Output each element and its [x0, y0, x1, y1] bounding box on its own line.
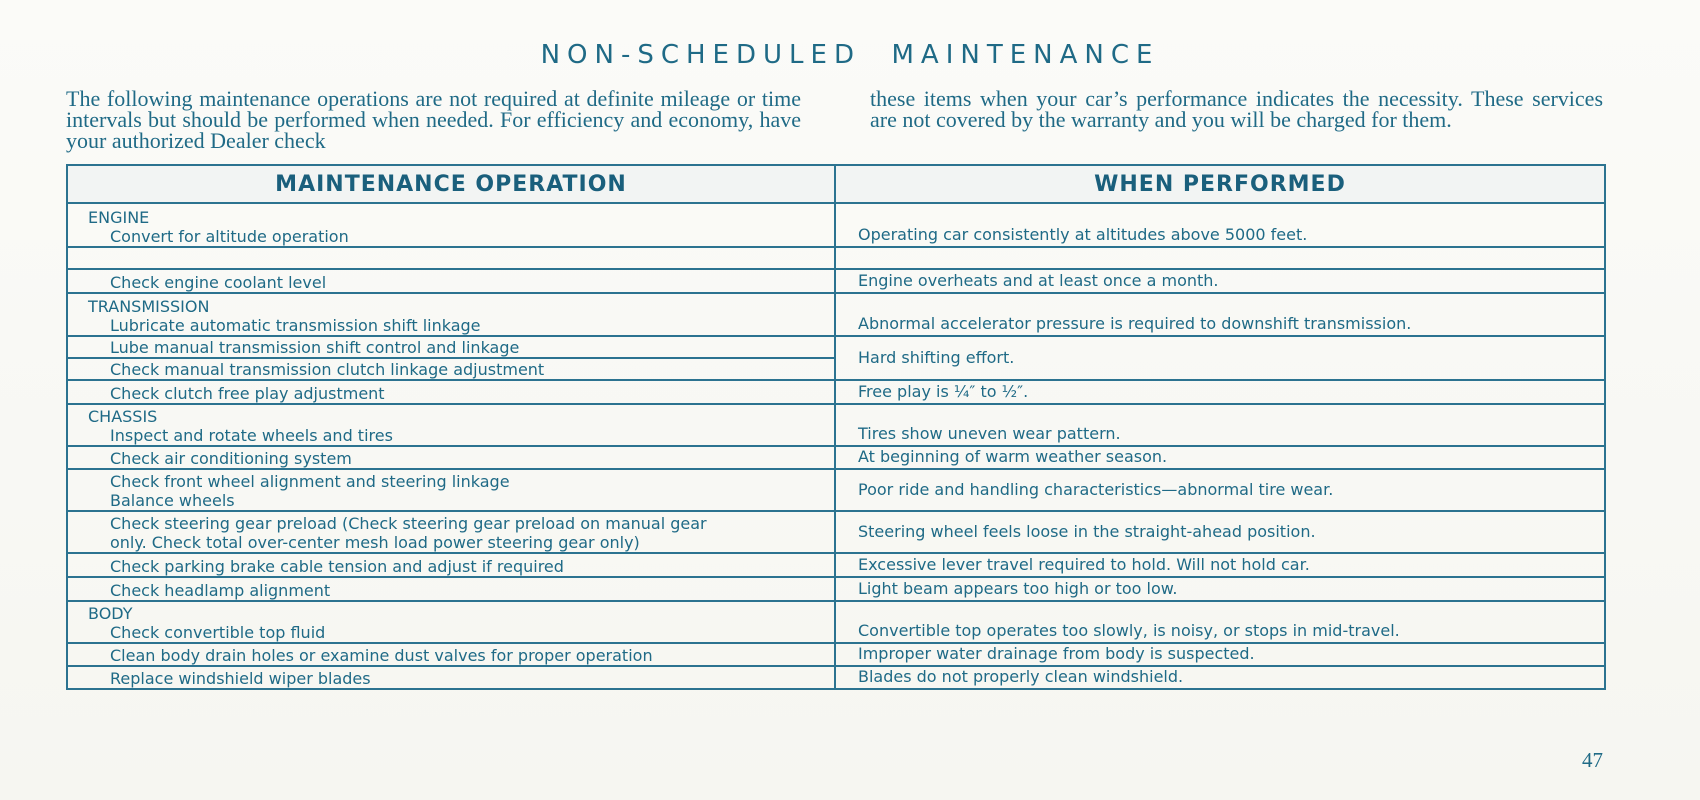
when-cell: Excessive lever travel required to hold. Will not hold car. — [835, 553, 1605, 577]
operation-text: Check front wheel alignment and steering linkage — [110, 472, 510, 491]
operation-text: Check convertible top fluid — [110, 623, 326, 642]
when-cell: Poor ride and handling characteristics—abnormal tire wear. — [835, 469, 1605, 511]
when-cell: Free play is ¼″ to ½″. — [835, 380, 1605, 404]
table-row — [67, 446, 1605, 469]
table-row — [67, 380, 1605, 404]
operation-cell — [67, 643, 835, 666]
operation-text: only. Check total over-center mesh load power steering gear only) — [110, 533, 640, 552]
table-row — [67, 293, 1605, 336]
when-cell: Light beam appears too high or too low. — [835, 577, 1605, 601]
operation-cell — [67, 553, 835, 577]
operation-text: Lubricate automatic transmission shift linkage — [110, 316, 481, 335]
table-row — [67, 336, 1605, 358]
when-cell: Engine overheats and at least once a month. — [835, 269, 1605, 293]
operation-text: Check manual transmission clutch linkage adjustment — [110, 360, 545, 379]
when-cell: Abnormal accelerator pressure is required to downshift transmission. — [835, 293, 1605, 336]
operation-text: Check steering gear preload (Check steering gear preload on manual gear — [110, 514, 707, 533]
operation-text: Inspect and rotate wheels and tires — [110, 426, 393, 445]
page-number: 47 — [1582, 748, 1603, 772]
table-header-row — [67, 165, 1605, 203]
table-row — [67, 577, 1605, 601]
operation-text: Replace windshield wiper blades — [110, 669, 371, 688]
table-row — [67, 469, 1605, 511]
operation-cell — [67, 601, 835, 643]
table-row — [67, 601, 1605, 643]
when-cell: Improper water drainage from body is suspected. — [835, 643, 1605, 666]
table-row — [67, 404, 1605, 446]
table-row — [67, 553, 1605, 577]
category-label: BODY — [88, 604, 133, 623]
when-cell — [835, 247, 1605, 269]
operation-cell — [67, 666, 835, 689]
header-when-performed: WHEN PERFORMED — [835, 165, 1605, 203]
when-cell: Blades do not properly clean windshield. — [835, 666, 1605, 689]
operation-cell — [67, 404, 835, 446]
operation-cell — [67, 446, 835, 469]
operation-cell — [67, 511, 835, 553]
when-cell: At beginning of warm weather season. — [835, 446, 1605, 469]
table-row — [67, 666, 1605, 689]
when-cell: Operating car consistently at altitudes above 5000 feet. — [835, 203, 1605, 247]
operation-text: Balance wheels — [110, 491, 235, 510]
operation-cell — [67, 247, 835, 269]
operation-cell — [67, 469, 835, 511]
when-cell: Hard shifting effort. — [835, 336, 1605, 380]
operation-cell — [67, 358, 835, 380]
intro-paragraph-left: The following maintenance operations are not required at definite mileage or time intervals but should be performed when needed. For efficiency and economy, have your authorized Dealer check — [66, 86, 801, 153]
when-cell: Steering wheel feels loose in the straight-ahead position. — [835, 511, 1605, 553]
when-cell: Convertible top operates too slowly, is noisy, or stops in mid-travel. — [835, 601, 1605, 643]
maintenance-table — [66, 164, 1606, 690]
operation-cell — [67, 577, 835, 601]
table-row — [67, 269, 1605, 293]
operation-text: Clean body drain holes or examine dust valves for proper operation — [110, 646, 653, 665]
operation-cell — [67, 336, 835, 358]
operation-cell — [67, 293, 835, 336]
operation-text: Check headlamp alignment — [110, 581, 331, 600]
operation-cell — [67, 269, 835, 293]
operation-cell — [67, 380, 835, 404]
operation-text: Check clutch free play adjustment — [110, 384, 385, 403]
operation-text: Check parking brake cable tension and adjust if required — [110, 557, 564, 576]
page-title: NON-SCHEDULED MAINTENANCE — [540, 40, 1160, 70]
operation-text: Convert for altitude operation — [110, 227, 349, 246]
table-row — [67, 643, 1605, 666]
operation-cell — [67, 203, 835, 247]
intro-paragraph-right: these items when your car’s performance indicates the necessity. These services are not covered by the warranty and you will be charged for them. — [870, 86, 1603, 132]
table-row — [67, 203, 1605, 247]
category-label: ENGINE — [88, 208, 150, 227]
operation-text: Check air conditioning system — [110, 449, 352, 468]
table-row — [67, 511, 1605, 553]
operation-text: Check engine coolant level — [110, 273, 327, 292]
category-label: CHASSIS — [88, 407, 158, 426]
table-row — [67, 247, 1605, 269]
when-cell: Tires show uneven wear pattern. — [835, 404, 1605, 446]
header-maintenance-operation: MAINTENANCE OPERATION — [67, 165, 835, 203]
category-label: TRANSMISSION — [88, 297, 210, 316]
operation-text: Lube manual transmission shift control and linkage — [110, 338, 520, 357]
